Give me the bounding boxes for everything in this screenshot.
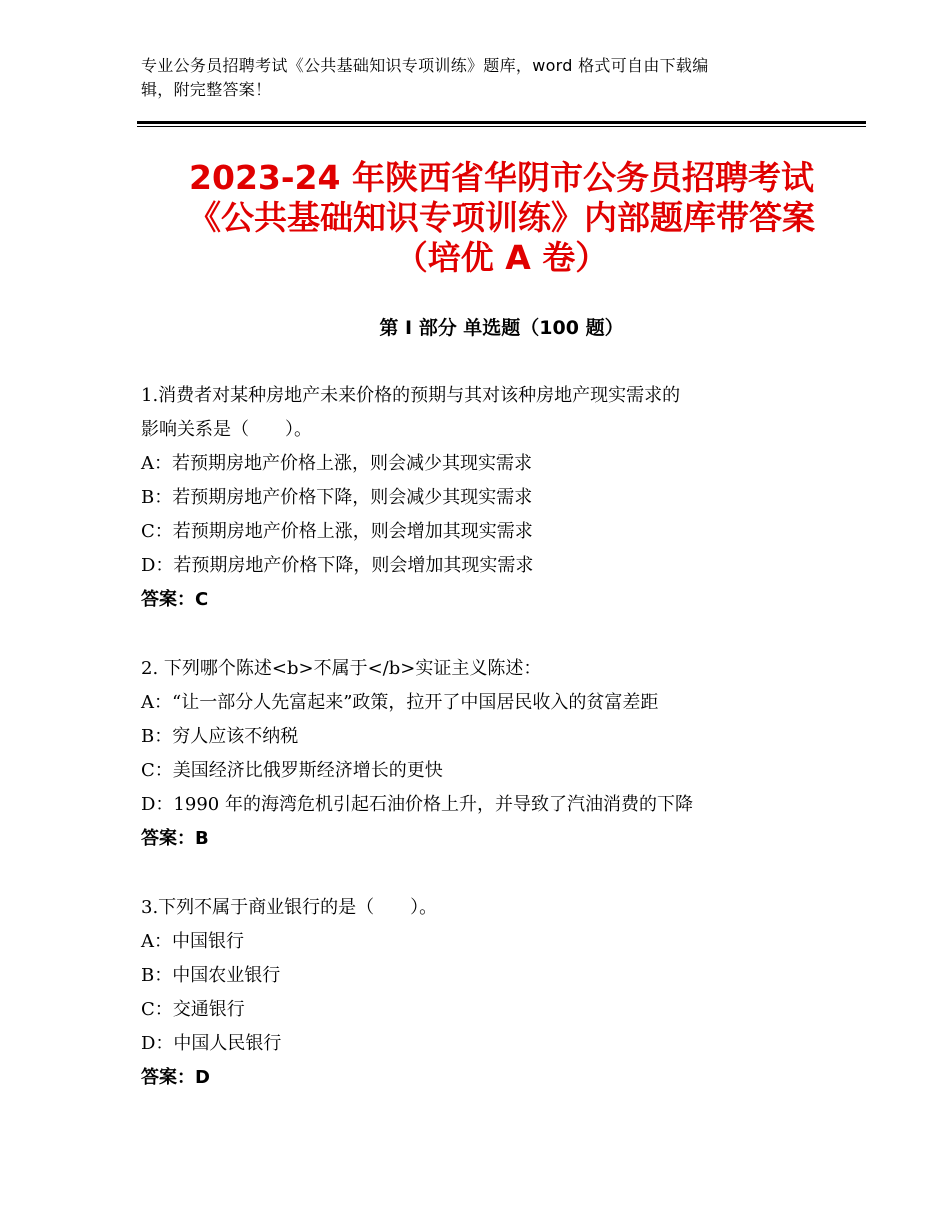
option-a: A：“让一部分人先富起来”政策，拉开了中国居民收入的贫富差距 — [141, 692, 659, 713]
option-c: C：交通银行 — [141, 999, 245, 1020]
header-rule-thick — [137, 121, 866, 124]
question-stem: 1.消费者对某种房地产未来价格的预期与其对该种房地产现实需求的 — [141, 385, 681, 406]
answer: 答案：D — [141, 1067, 210, 1088]
question-stem: 3.下列不属于商业银行的是（ ）。 — [141, 897, 438, 918]
document-title — [137, 158, 866, 278]
option-a: A：中国银行 — [141, 931, 244, 952]
option-d: D：中国人民银行 — [141, 1033, 282, 1054]
question-1 — [141, 379, 831, 617]
title-line: （培优 A 卷） — [394, 238, 609, 277]
option-b: B：中国农业银行 — [141, 965, 281, 986]
title-line: 《公共基础知识专项训练》内部题库带答案 — [188, 198, 815, 237]
section-heading: 第 I 部分 单选题（100 题） — [379, 317, 624, 339]
question-3 — [141, 891, 831, 1095]
header-note-line: 专业公务员招聘考试《公共基础知识专项训练》题库，word 格式可自由下载编 — [141, 56, 709, 75]
option-b: B：若预期房地产价格下降，则会减少其现实需求 — [141, 487, 533, 508]
title-line: 2023-24 年陕西省华阴市公务员招聘考试 — [189, 158, 814, 197]
header-note-line: 辑，附完整答案！ — [141, 80, 272, 99]
question-stem: 2. 下列哪个陈述<b>不属于</b>实证主义陈述： — [141, 658, 542, 679]
option-d: D：1990 年的海湾危机引起石油价格上升，并导致了汽油消费的下降 — [141, 794, 693, 815]
option-c: C：若预期房地产价格上涨，则会增加其现实需求 — [141, 521, 533, 542]
answer: 答案：B — [141, 828, 209, 849]
question-2 — [141, 652, 831, 856]
option-a: A：若预期房地产价格上涨，则会减少其现实需求 — [141, 453, 532, 474]
option-b: B：穷人应该不纳税 — [141, 726, 299, 747]
header-note — [141, 54, 791, 102]
question-stem: 影响关系是（ ）。 — [141, 419, 312, 440]
header-rule-thin — [137, 126, 866, 127]
option-d: D：若预期房地产价格下降，则会增加其现实需求 — [141, 555, 534, 576]
answer: 答案：C — [141, 589, 209, 610]
option-c: C：美国经济比俄罗斯经济增长的更快 — [141, 760, 443, 781]
